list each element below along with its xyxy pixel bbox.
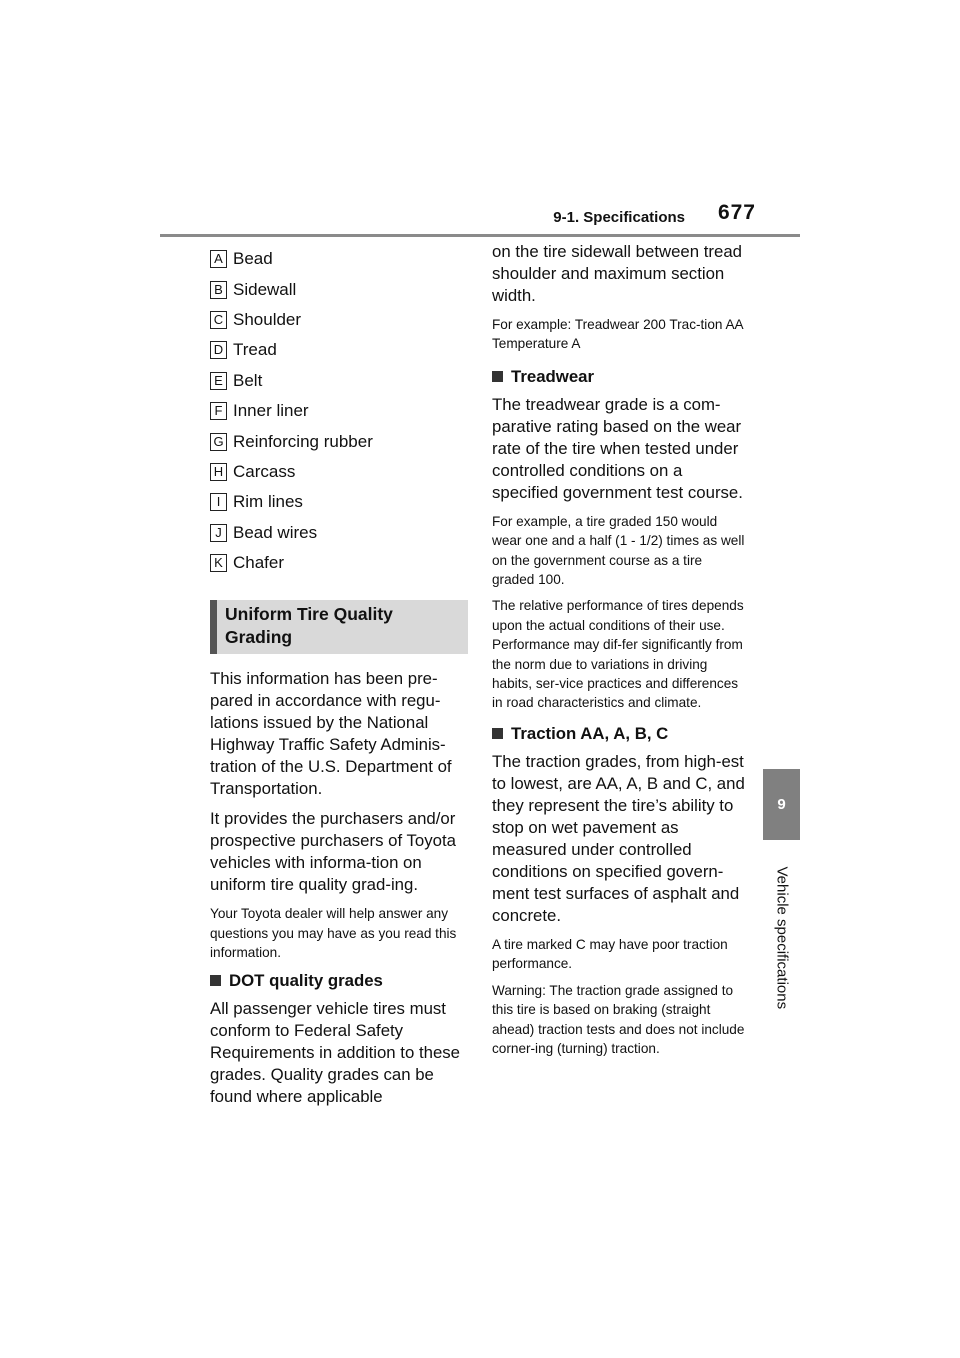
list-item bbox=[210, 518, 468, 548]
part-label: Sidewall bbox=[233, 279, 297, 299]
treadwear-heading-text: Treadwear bbox=[511, 366, 595, 386]
part-letter-badge: G bbox=[210, 433, 227, 451]
treadwear-paragraph: The treadwear grade is a com-parative rating based on the wear rate of the tire when tested under controlled conditions on a specified government test course. bbox=[492, 394, 743, 502]
right-column bbox=[492, 241, 747, 1065]
list-item bbox=[210, 396, 468, 426]
part-letter-badge: J bbox=[210, 524, 227, 542]
traction-heading bbox=[492, 723, 747, 745]
part-label: Reinforcing rubber bbox=[233, 431, 373, 451]
list-item bbox=[210, 366, 468, 396]
chapter-number: 9 bbox=[777, 796, 786, 813]
section-title: 9-1. Specifications bbox=[553, 209, 685, 226]
part-label: Belt bbox=[233, 370, 263, 390]
list-item bbox=[210, 548, 468, 578]
part-letter-badge: B bbox=[210, 281, 227, 299]
square-bullet-icon bbox=[492, 371, 503, 382]
list-item bbox=[210, 487, 468, 517]
part-letter-badge: F bbox=[210, 402, 227, 420]
section-heading-banner: Uniform Tire Quality Grading bbox=[210, 600, 468, 654]
dot-grades-paragraph-part2: on the tire sidewall between tread shoulder and maximum section width. bbox=[492, 242, 743, 305]
part-label: Bead bbox=[233, 249, 273, 269]
chapter-label: Vehicle specifications bbox=[773, 866, 791, 1010]
traction-warning: Warning: The traction grade assigned to this tire is based on braking (straight ahead) traction tests and does not include corner-ing (turning) traction. bbox=[492, 982, 745, 1056]
dot-grades-heading-text: DOT quality grades bbox=[229, 970, 383, 990]
square-bullet-icon bbox=[210, 975, 221, 986]
tire-parts-list bbox=[210, 244, 468, 578]
dot-example: For example: Treadwear 200 Trac-tion AA Temperature A bbox=[492, 317, 743, 352]
part-label: Rim lines bbox=[233, 492, 303, 512]
page-header bbox=[160, 203, 800, 237]
part-letter-badge: K bbox=[210, 554, 227, 572]
part-label: Carcass bbox=[233, 461, 296, 481]
traction-heading-text: Traction AA, A, B, C bbox=[511, 723, 669, 743]
intro-paragraph: This information has been pre-pared in accordance with regu-lations issued by the National Highway Traffic Safety Adminis-tration of the U.S. Department of Transportation. bbox=[210, 669, 452, 799]
part-label: Chafer bbox=[233, 553, 285, 573]
part-label: Inner liner bbox=[233, 401, 309, 421]
list-item bbox=[210, 457, 468, 487]
treadwear-note: The relative performance of tires depends upon the actual conditions of their use. Performance may dif-fer significantly from the norm due to variations in driving habits, ser-vice practices and differences in road characteristics and climate. bbox=[492, 598, 744, 711]
part-letter-badge: H bbox=[210, 463, 227, 481]
list-item bbox=[210, 274, 468, 304]
treadwear-heading bbox=[492, 366, 747, 388]
dealer-note: Your Toyota dealer will help answer any questions you may have as you read this information. bbox=[210, 906, 457, 961]
list-item bbox=[210, 335, 468, 365]
part-label: Tread bbox=[233, 340, 277, 360]
chapter-tab bbox=[763, 769, 800, 840]
part-letter-badge: C bbox=[210, 311, 227, 329]
purpose-paragraph: It provides the purchasers and/or prospective purchasers of Toyota vehicles with informa-tion on uniform tire quality grad-ing. bbox=[210, 809, 456, 895]
page-number: 677 bbox=[717, 201, 756, 224]
part-letter-badge: E bbox=[210, 372, 227, 390]
part-label: Bead wires bbox=[233, 522, 318, 542]
treadwear-example: For example, a tire graded 150 would wear one and a half (1 - 1/2) times as well on the government course as a tire graded 100. bbox=[492, 513, 745, 588]
left-column bbox=[210, 244, 468, 1116]
part-label: Shoulder bbox=[233, 309, 302, 329]
list-item bbox=[210, 305, 468, 335]
list-item bbox=[210, 244, 468, 274]
list-item bbox=[210, 426, 468, 456]
part-letter-badge: A bbox=[210, 250, 227, 268]
part-letter-badge: I bbox=[210, 493, 227, 511]
square-bullet-icon bbox=[492, 728, 503, 739]
part-letter-badge: D bbox=[210, 341, 227, 359]
traction-paragraph: The traction grades, from high-est to lowest, are AA, A, B and C, and they represent the tire’s ability to stop on wet pavement as measured under controlled conditions on specified govern-ment test surfaces of asphalt and concrete. bbox=[492, 751, 745, 925]
traction-note: A tire marked C may have poor traction performance. bbox=[492, 936, 728, 972]
dot-grades-paragraph-part1: All passenger vehicle tires must conform to Federal Safety Requirements in addition to these grades. Quality grades can be found where applicable bbox=[210, 998, 461, 1106]
dot-grades-heading bbox=[210, 970, 468, 992]
